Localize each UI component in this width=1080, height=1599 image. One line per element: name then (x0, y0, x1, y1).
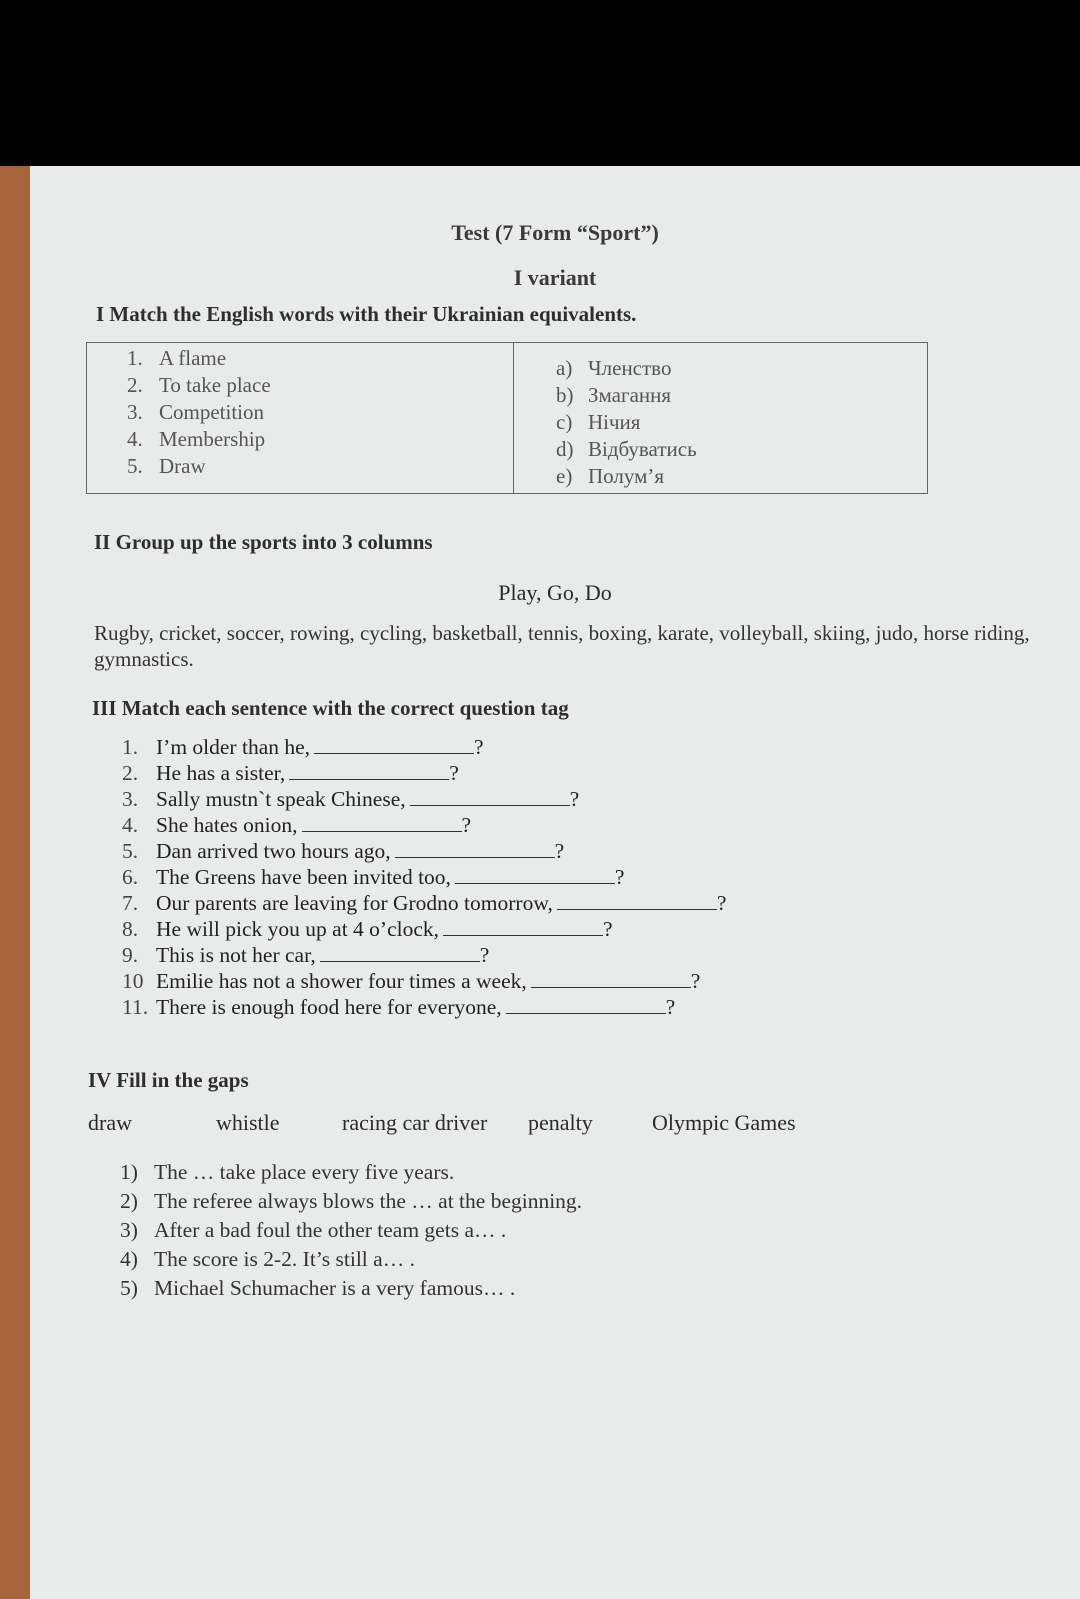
english-words-column (87, 343, 514, 493)
english-word-row: 4. Membership (127, 427, 266, 451)
question-tag-item: 7. Our parents are leaving for Grodno tomorrow, ? (122, 891, 727, 915)
group-columns-line: Play, Go, Do (498, 580, 612, 605)
fill-gap-item: 5) Michael Schumacher is a very famous… . (120, 1276, 516, 1300)
answer-blank[interactable] (531, 969, 691, 988)
answer-blank[interactable] (506, 995, 666, 1014)
ukrainian-word-row: d) Відбуватись (556, 437, 697, 461)
fill-gap-item: 3) After a bad foul the other team gets a… . (120, 1218, 507, 1242)
test-title: Test (7 Form “Sport”) (451, 220, 659, 245)
word-bank-item: Olympic Games (652, 1110, 796, 1135)
word-bank-item: whistle (216, 1110, 280, 1135)
english-word-row: 1. A flame (127, 346, 227, 370)
fill-gap-item: 1) The … take place every five years. (120, 1160, 455, 1184)
word-bank-item: penalty (528, 1110, 593, 1135)
question-tag-item: 6. The Greens have been invited too, ? (122, 865, 625, 889)
question-tag-item: 2. He has a sister, ? (122, 761, 459, 785)
word-bank-item: racing car driver (342, 1110, 488, 1135)
english-word-row: 2. To take place (127, 373, 271, 397)
english-word-row: 5. Draw (127, 454, 206, 478)
section-3-heading: III Match each sentence with the correct question tag (92, 696, 569, 720)
english-word-row: 3. Competition (127, 400, 264, 424)
answer-blank[interactable] (314, 735, 474, 754)
ukrainian-word-row: a) Членство (556, 356, 672, 380)
question-tag-item: 11. There is enough food here for everyone, ? (122, 995, 676, 1019)
question-tag-item: 8. He will pick you up at 4 o’clock, ? (122, 917, 613, 941)
sports-list: Rugby, cricket, soccer, rowing, cycling, basketball, tennis, boxing, karate, volleyball, skiing, judo, horse riding, gymnastics. (94, 621, 1030, 671)
question-tag-item: 5. Dan arrived two hours ago, ? (122, 839, 565, 863)
ukrainian-words-column (514, 343, 927, 493)
section-1-heading: I Match the English words with their Ukrainian equivalents. (96, 302, 637, 326)
photo-top-black-band (0, 0, 1080, 166)
answer-blank[interactable] (557, 891, 717, 910)
question-tag-item: 3. Sally mustn`t speak Chinese, ? (122, 787, 580, 811)
section-2-heading: II Group up the sports into 3 columns (94, 530, 433, 554)
answer-blank[interactable] (289, 761, 449, 780)
question-tag-item: 1. I’m older than he, ? (122, 735, 484, 759)
section-4-heading: IV Fill in the gaps (88, 1068, 249, 1092)
answer-blank[interactable] (455, 865, 615, 884)
word-bank-item: draw (88, 1110, 132, 1135)
fill-gap-item: 4) The score is 2-2. It’s still a… . (120, 1247, 415, 1271)
question-tag-list (122, 734, 1022, 1020)
question-tag-item: 9. This is not her car, ? (122, 943, 490, 967)
question-tag-item: 4. She hates onion, ? (122, 813, 472, 837)
fill-gaps-list (120, 1158, 582, 1303)
fill-gap-item: 2) The referee always blows the … at the beginning. (120, 1189, 583, 1213)
variant-label: I variant (513, 265, 597, 290)
answer-blank[interactable] (395, 839, 555, 858)
answer-blank[interactable] (410, 787, 570, 806)
ukrainian-word-row: b) Змагання (556, 383, 672, 407)
ukrainian-word-row: e) Полум’я (556, 464, 665, 488)
answer-blank[interactable] (302, 813, 462, 832)
ukrainian-word-row: c) Нічия (556, 410, 641, 434)
question-tag-item: 10 Emilie has not a shower four times a week, ? (122, 969, 701, 993)
answer-blank[interactable] (320, 943, 480, 962)
matching-table (86, 342, 928, 494)
answer-blank[interactable] (443, 917, 603, 936)
test-sheet (30, 166, 1080, 1599)
